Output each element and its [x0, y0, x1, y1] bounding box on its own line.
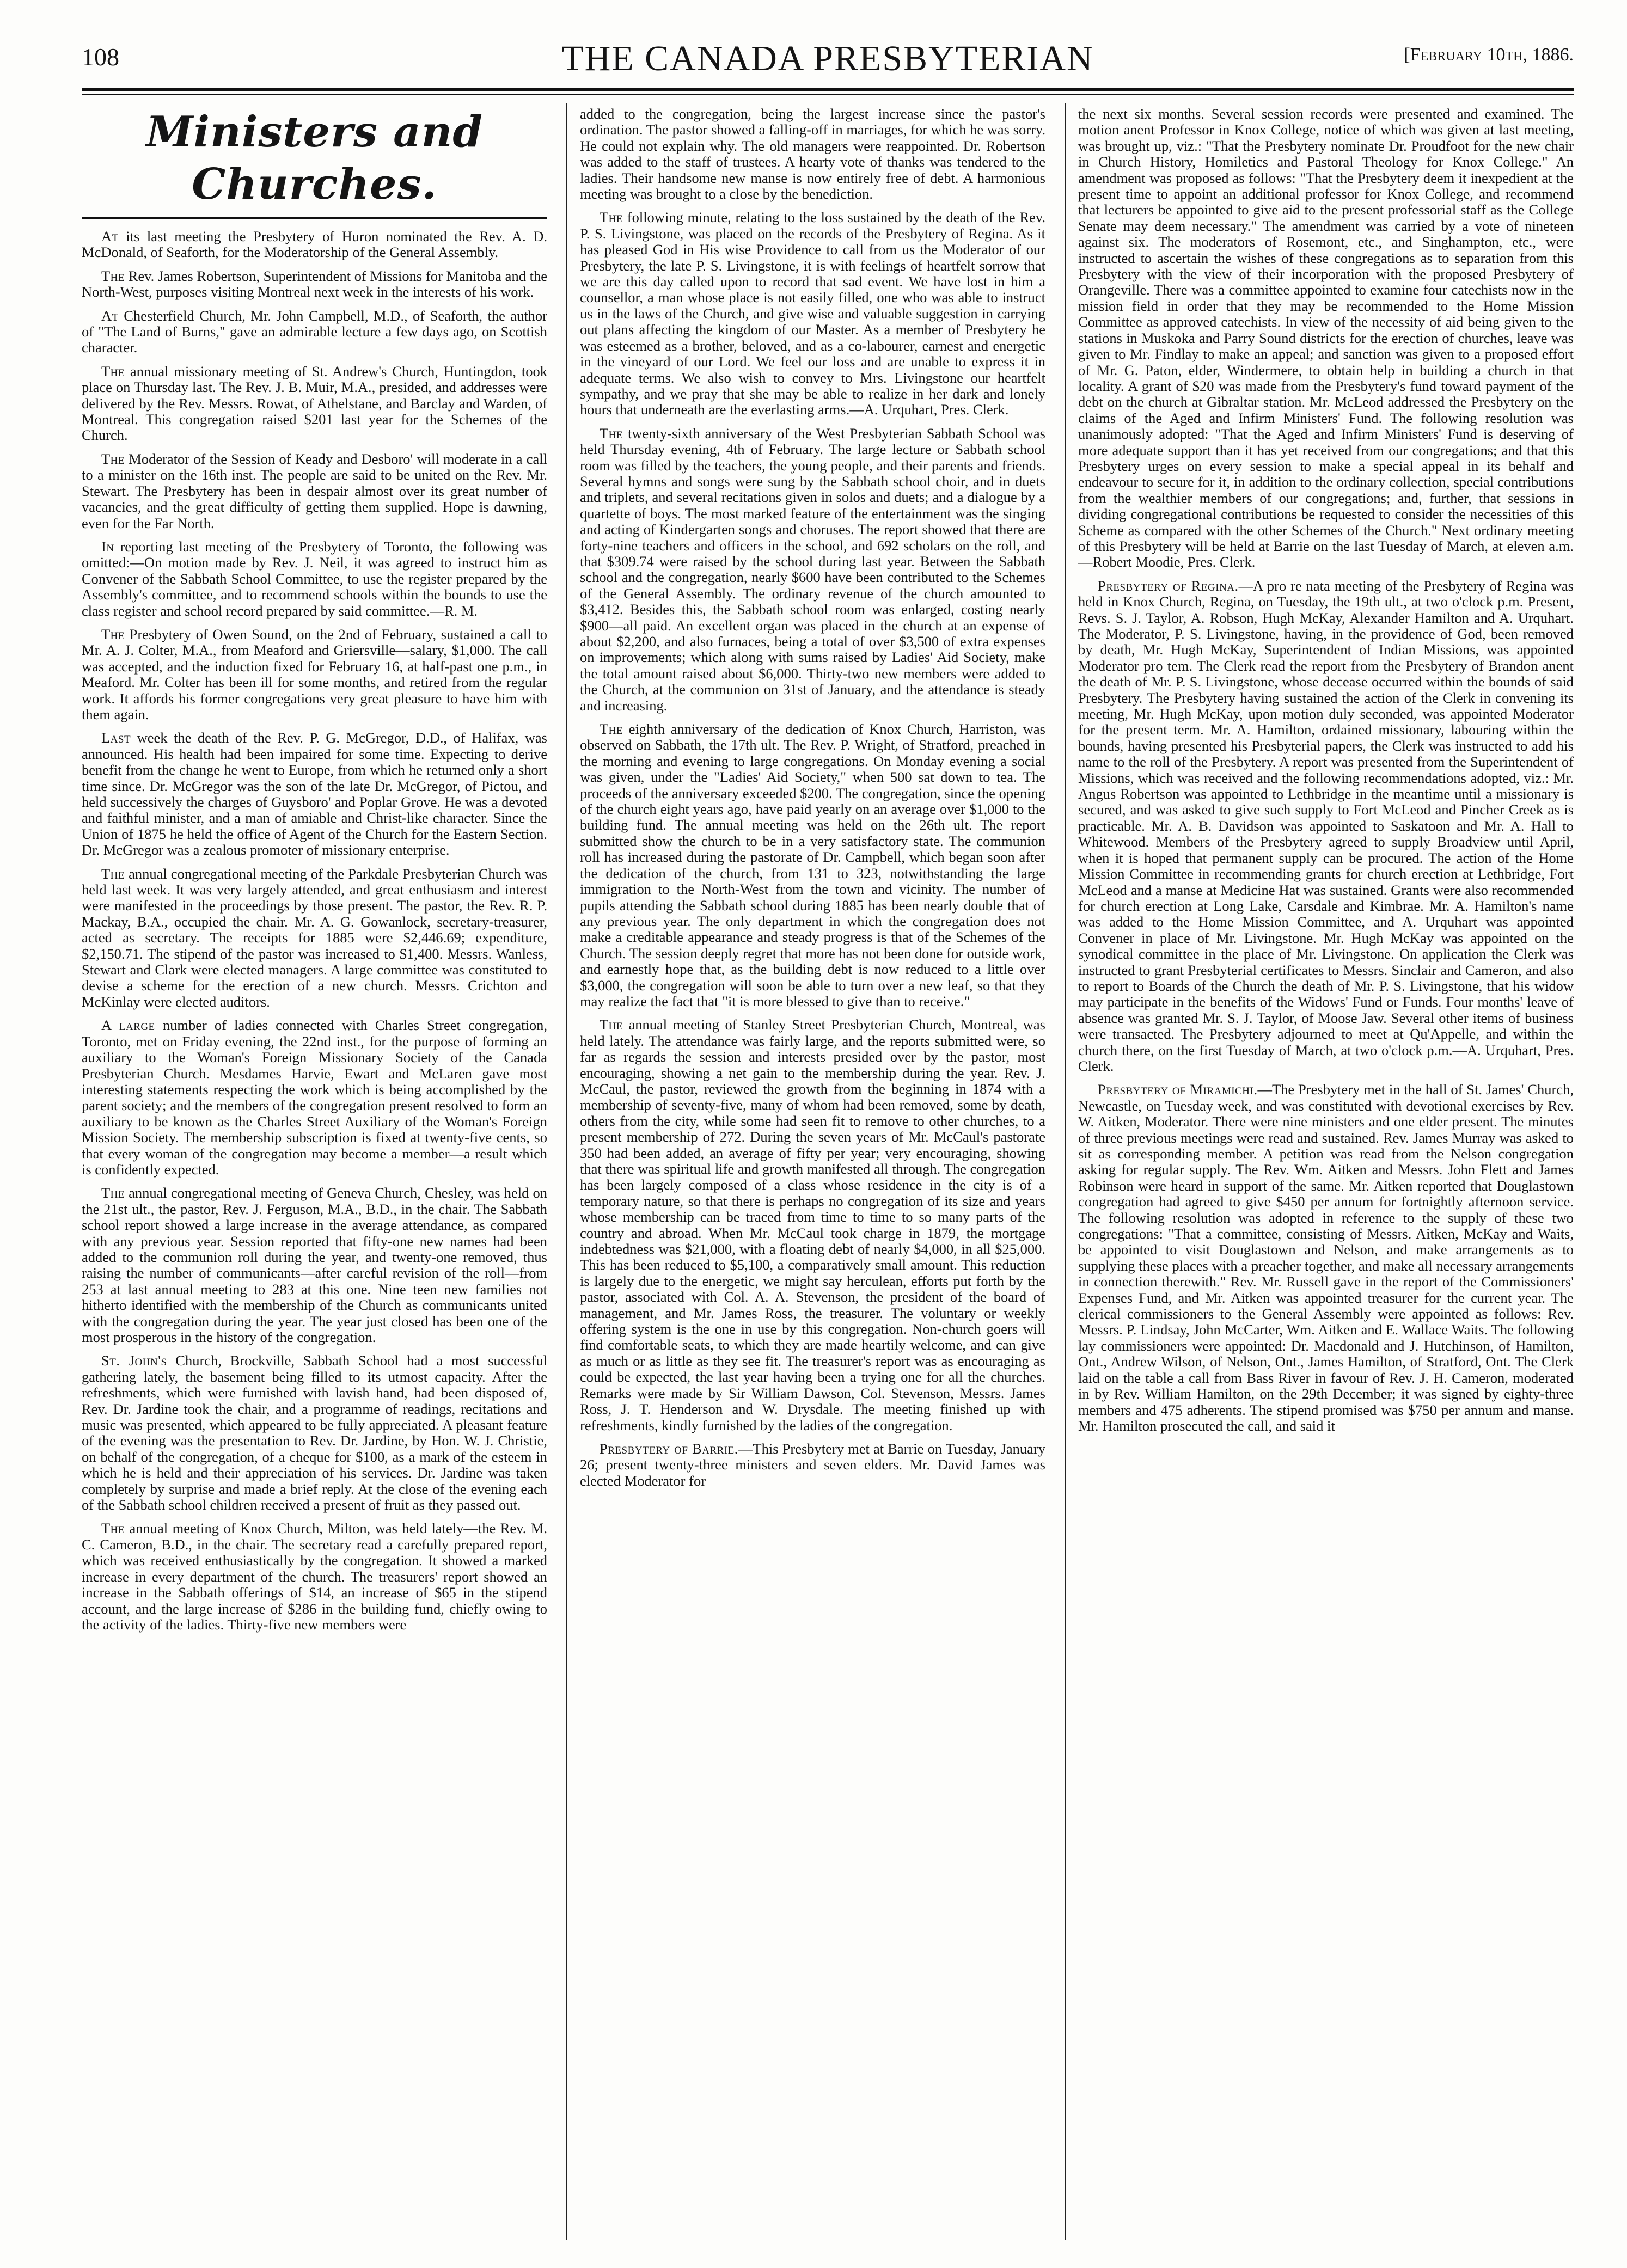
paragraph-lead: The [600, 1016, 623, 1033]
paragraph-lead: Presbytery of Regina. [1098, 577, 1239, 594]
header-rule [82, 88, 1574, 91]
paragraph-lead: Last [101, 730, 131, 746]
paragraph-lead: The [600, 425, 623, 442]
paragraph-text: following minute, relating to the loss sustained by the death of the Rev. P. S. Livingstone, was placed on the records of the Presbytery of Regina. As it has pleased God in His wise Providence to call from us the Moderator of our Presbytery, the late P. S. Livingstone, it is with feelings of heartfelt sorrow that we are this day called upon to record that sad event. We have lost in him a counsellor, a man whose place is not easily filled, one who was able to instruct us in the laws of the Church, and give wise and valuable suggestion in carrying out plans affecting the kingdom of our Master. As a member of Presbytery he was esteemed as a brother, beloved, and as a co-labourer, earnest and energetic in the vineyard of our Lord. We feel our loss and are unable to express it in adequate terms. We also wish to convey to Mrs. Livingstone our heartfelt sympathy, and we pray that she may be able to realize in her dark and lonely hours that underneath are the everlasting arms.—A. Urquhart, Pres. Clerk. [580, 209, 1045, 418]
paragraph-text: annual congregational meeting of Geneva Church, Chesley, was held on the 21st ult., the pastor, Rev. J. Ferguson, M.A., B.D., in the chair. The Sabbath school report showed a large increase in the average attendance, as compared with any previous year. Session reported that fifty-one new names had been added to the communion roll during the year, and twenty-one removed, thus raising the number of communicants—after careful revision of the roll—from 253 at last annual meeting to 283 at this one. Nine teen new families not hitherto identified with the membership of the Church as communicants united with the congregation during the year. The year just closed has been one of the most prosperous in the history of the congregation. [82, 1185, 547, 1345]
article-paragraph [580, 426, 1045, 714]
article-paragraph [82, 866, 547, 1010]
paragraph-text: added to the congregation, being the largest increase since the pastor's ordination. The pastor showed a falling-off in marriages, for which he was sorry. He could not explain why. The old managers were reappointed. Dr. Robertson was added to the staff of trustees. A hearty vote of thanks was tendered to the ladies. Their handsome new manse is now entirely free of debt. A harmonious meeting was brought to a close by the benediction. [580, 106, 1045, 203]
article-paragraph [82, 1017, 547, 1178]
paragraph-text: Moderator of the Session of Keady and Desboro' will moderate in a call to a minister on the 16th inst. The people are said to be united on the Rev. Mr. Stewart. The Presbytery has been in despair almost over its great number of vacancies, and the great difficulty of getting them supplied. Hope is dawning, even for the Far North. [82, 450, 547, 531]
column-3-paragraphs [1078, 106, 1574, 1434]
paragraph-text: —This Presbytery met at Barrie on Tuesday, January 26; present twenty-three ministers and seven elders. Mr. David James was elected Moderator for [580, 1440, 1045, 1489]
paragraph-lead: In [101, 538, 114, 555]
column-divider [566, 103, 567, 2240]
masthead-title: THE CANADA PRESBYTERIAN [561, 39, 1094, 78]
article-paragraph [82, 1185, 547, 1345]
article-paragraph [82, 1353, 547, 1513]
article-paragraph [82, 364, 547, 444]
paragraph-text: annual missionary meeting of St. Andrew's Church, Huntingdon, took place on Thursday last. The Rev. J. B. Muir, M.A., presided, and addresses were delivered by the Rev. Messrs. Rowat, of Athelstane, and Barclay and Warden, of Montreal. This congregation raised $201 last year for the Schemes of the Church. [82, 363, 547, 444]
paragraph-text: Rev. James Robertson, Superintendent of Missions for Manitoba and the North-West, purposes visiting Montreal next week in the interests of his work. [82, 267, 547, 301]
article-paragraph [580, 1441, 1045, 1489]
paragraph-text: reporting last meeting of the Presbytery of Toronto, the following was omitted:—On motion made by Rev. J. Neil, it was agreed to instruct him as Convener of the Sabbath School Committee, to use the register prepared by the Assembly's committee, and to recommend schools within the bounds to use the class register and school record prepared by said committee.—R. M. [82, 538, 547, 619]
paragraph-text: Presbytery of Owen Sound, on the 2nd of February, sustained a call to Mr. A. J. Colter, M.A., from Meaford and Griersville—salary, $1,000. The call was accepted, and the induction fixed for February 16, at half-past one p.m., in Meaford. Mr. Colter has been ill for some months, and retired from the regular work. It affords his former congregations very great pleasure to have him with them again. [82, 626, 547, 722]
paragraph-lead: At [101, 307, 119, 324]
section-title: Ministers and Churches. [82, 106, 547, 219]
paragraph-lead: The [101, 267, 125, 284]
paragraph-text: annual congregational meeting of the Parkdale Presbyterian Church was held last week. It was very largely attended, and great enthusiasm and interest were manifested in the proceedings by those present. The pastor, the Rev. R. P. Mackay, B.A., occupied the chair. Mr. A. G. Gowanlock, secretary-treasurer, acted as secretary. The receipts for 1885 were $2,446.69; expenditure, $2,150.71. The stipend of the pastor was increased to $1,400. Messrs. Wanless, Stewart and Clark were elected managers. A large committee was constituted to devise a scheme for the erection of a new church. Messrs. Crichton and McKinlay were elected auditors. [82, 865, 547, 1010]
article-paragraph [580, 106, 1045, 202]
paragraph-text: the next six months. Several session records were presented and examined. The motion anent Professor in Knox College, notice of which was given at last meeting, was brought up, viz.: "That the Presbytery nominate Dr. Proudfoot for the new chair in Church History, Homiletics and Pastoral Theology for Knox College." An amendment was proposed as follows: "That the Presbytery deem it inexpedient at the present time to appoint an additional professor for Knox College, and recommend that lecturers be appointed to give aid to the present professorial staff as the College Senate may deem necessary." The amendment was carried by a vote of nineteen against six. The moderators of Rosemont, etc., and Singhampton, etc., were instructed to ascertain the wishes of these congregations as to separation from this Presbytery with the view of their incorporation with the proposed Presbytery of Orangeville. There was a committee appointed to examine four catechists now in the mission field in order that they may be recommended to the Home Mission Committee as approved catechists. In view of the necessity of aid being given to the stations in Muskoka and Parry Sound districts for the erection of churches, leave was given to Mr. Findlay to make an appeal; and sanction was given to a proposed effort of Mr. G. Paton, elder, Windermere, to obtain help in building a church in that locality. A grant of $20 was made from the Presbytery's fund toward payment of the debt on the church at Gibraltar station. Mr. McLeod addressed the Presbytery on the claims of the Aged and Infirm Ministers' Fund. The following resolution was unanimously adopted: "That the Aged and Infirm Ministers' Fund is deserving of more adequate support than it has yet received from our congregations; and that this Presbytery urges on every session to make a special appeal in its behalf and endeavour to secure for it, in addition to the ordinary collection, special contributions from the wealthier members of our congregations; and, further, that sessions in dividing congregational contributions be requested to consider the necessities of this Scheme as compared with the other Schemes of the Church." Next ordinary meeting of this Presbytery will be held at Barrie on the last Tuesday of March, at eleven a.m.—Robert Moodie, Pres. Clerk. [1078, 106, 1574, 571]
paragraph-lead: At [101, 228, 119, 244]
paragraph-lead: The [101, 626, 125, 642]
paragraph-lead: The [101, 450, 125, 467]
header-rule-thin [82, 94, 1574, 95]
column-2 [580, 106, 1045, 2240]
article-paragraph [580, 721, 1045, 1009]
paragraph-text: number of ladies connected with Charles Street congregation, Toronto, met on Friday evening, the 22nd inst., for the purpose of forming an auxiliary to the Woman's Foreign Missionary Society of the Canada Presbyterian Church. Mesdames Harvie, Ewart and McLaren gave most interesting statements respecting the work which is being accomplished by the parent society; and the members of the congregation present resolved to form an auxiliary to be known as the Charles Street Auxiliary of the Woman's Foreign Mission Society. The membership subscription is fixed at twenty-five cents, so that every woman of the congregation may become a member—a result which is confidently expected. [82, 1017, 547, 1178]
paragraph-lead: St. John's [101, 1352, 167, 1369]
column-divider [1065, 103, 1066, 2240]
paragraph-text: Chesterfield Church, Mr. John Campbell, M.D., of Seaforth, the author of "The Land of Burns," gave an admirable lecture a few days ago, on Scottish character. [82, 307, 547, 356]
article-paragraph [82, 229, 547, 261]
page-number: 108 [82, 43, 119, 71]
column-1 [82, 106, 547, 2240]
page-header [82, 38, 1574, 87]
paragraph-lead: Presbytery of Miramichi. [1098, 1081, 1258, 1098]
paragraph-lead: The [600, 721, 623, 738]
article-paragraph [82, 730, 547, 858]
column-3 [1078, 106, 1574, 2240]
paragraph-text: its last meeting the Presbytery of Huron nominated the Rev. A. D. McDonald, of Seaforth, for the Moderatorship of the General Assembly. [82, 228, 547, 261]
paragraph-text: —A pro re nata meeting of the Presbytery of Regina was held in Knox Church, Regina, on Tuesday, the 19th ult., at two o'clock p.m. Present, Revs. S. J. Taylor, A. Robson, Hugh McKay, Alexander Hamilton and A. Urquhart. The Moderator, P. S. Livingstone, having, in the providence of God, been removed by death, Mr. Hugh McKay, Superintendent of Indian Missions, was appointed Moderator pro tem. The Clerk read the report from the Presbytery of Brandon anent the death of Mr. P. S. Livingstone, whose decease occurred within the bounds of said Presbytery. The Presbytery having sustained the action of the Clerk in convening its meeting, Mr. Hugh McKay, upon motion duly seconded, was appointed Moderator for the present term. Mr. A. Hamilton, ordained missionary, labouring within the bounds, having presented his Presbyterial papers, the Clerk was instructed to add his name to the roll of the Presbytery. A report was presented from the Superintendent of Missions, which was received and the following recommendations adopted, viz.: Mr. Angus Robertson was appointed to Lethbridge in the meantime until a missionary is secured, and was asked to give such supply to Fort McLeod and Pincher Creek as is practicable. Mr. A. B. Davidson was appointed to Saskatoon and Mr. A. Hall to Whitewood. Members of the Presbytery agreed to supply Broadview until April, when it is hoped that permanent supply can be procured. The action of the Home Mission Committee in recommending grants for church erection at Lethbridge, Fort McLeod and a manse at Medicine Hat was sustained. Grants were also recommended for church erection at Long Lake, Carsdale and Kimbrae. Mr. A. Hamilton's name was added to the Home Mission Committee, and A. Urquhart was appointed Convener in place of Mr. Livingstone. Mr. Hugh McKay was appointed on the synodical committee in the place of Mr. Livingstone. On application the Clerk was instructed to grant Presbyterial certificates to Messrs. Sinclair and Cameron, and also to report to Boards of the Church the death of Mr. P. S. Livingstone, that his widow may participate in the benefits of the Widows' Fund or Funds. Four months' leave of absence was granted Mr. S. J. Taylor, of Moose Jaw. Several other items of business were transacted. The Presbytery adjourned to meet at Qu'Appelle, and within the church there, on the first Tuesday of March, at two o'clock p.m.—A. Urquhart, Pres. Clerk. [1078, 577, 1574, 1074]
issue-date: [February 10th, 1886. [1404, 45, 1574, 65]
paragraph-lead: A large [101, 1017, 155, 1034]
paragraph-text: twenty-sixth anniversary of the West Presbyterian Sabbath School was held Thursday evening, 4th of February. The large lecture or Sabbath school room was filled by the teachers, the young people, and their parents and friends. Several hymns and songs were sung by the Sabbath school choir, and in duets and triplets, and several recitations given in solos and duets; and a dialogue by a quartette of boys. The most marked feature of the entertainment was the singing and acting of Kindergarten songs and choruses. The report showed that there are forty-nine teachers and officers in the school, and 692 scholars on the roll, and that $309.74 were raised by the school during last year. Between the Sabbath school and the congregation, nearly $600 have been contributed to the Schemes of the General Assembly. The ordinary revenue of the church amounted to $3,412. Besides this, the Sabbath school room was enlarged, costing nearly $900—all paid. An excellent organ was placed in the church at an expense of about $2,200, and also furnaces, being a total of over $3,500 of extra expenses on improvements; which along with sums raised by Ladies' Aid Society, make the total amount raised about $6,000. Thirty-two new members were added to the Church, at the communion on 31st of January, and the attendance is steady and increasing. [580, 425, 1045, 714]
article-paragraph [82, 268, 547, 301]
paragraph-lead: Presbytery of Barrie. [600, 1440, 738, 1457]
column-2-paragraphs [580, 106, 1045, 1489]
paragraph-lead: The [101, 1520, 125, 1537]
article-paragraph [1078, 106, 1574, 571]
paragraph-lead: The [600, 209, 623, 226]
article-paragraph [82, 1521, 547, 1633]
article-paragraph [1078, 578, 1574, 1075]
paragraph-lead: The [101, 363, 125, 379]
paragraph-text: eighth anniversary of the dedication of Knox Church, Harriston, was observed on Sabbath, the 17th ult. The Rev. P. Wright, of Stratford, preached in the morning and evening to large congregations. On Monday evening a social was given, under the "Ladies' Aid Society," when 500 sat down to tea. The proceeds of the anniversary exceeded $200. The congregation, since the opening of the church eight years ago, have paid yearly on an average over $1,000 to the building fund. The annual meeting was held on the 26th ult. The report submitted show the church to be in a very satisfactory state. The communion roll has increased during the pastorate of Dr. Campbell, which began soon after the dedication of the church, from 131 to 323, notwithstanding the large immigration to the North-West from the town and vicinity. The number of pupils attending the Sabbath school during 1885 has been nearly double that of any previous year. The only department in which the congregation does not make a creditable appearance and steady progress is that of the Schemes of the Church. The session deeply regret that more has not been done for outside work, and earnestly hope that, as the building debt is now reduced to a little over $3,000, the congregation will soon be able to turn over a new leaf, so that they may realize the fact that "it is more blessed to give than to receive." [580, 721, 1045, 1009]
article-paragraph [82, 308, 547, 356]
paragraph-text: annual meeting of Knox Church, Milton, was held lately—the Rev. M. C. Cameron, B.D., in the chair. The secretary read a carefully prepared report, which was received enthusiastically by the congregation. It showed a marked increase in every department of the church. The treasurers' report showed an increase in the Sabbath offerings of $14, an increase of $65 in the stipend account, and the large increase of $286 in the building fund, chiefly owing to the activity of the ladies. Thirty-five new members were [82, 1520, 547, 1633]
column-1-paragraphs [82, 229, 547, 1633]
paragraph-text: annual meeting of Stanley Street Presbyterian Church, Montreal, was held lately. The attendance was fairly large, and the reports submitted were, so far as regards the session and interests presided over by the pastor, most encouraging, showing a net gain to the membership during the year. Rev. J. McCaul, the pastor, reviewed the growth from the beginning in 1874 with a membership of seventy-five, many of whom had been removed, some by death, others from the city, while some had seen fit to remove to other churches, to a present membership of 272. During the seven years of Mr. McCaul's pastorate 350 had been added, an average of fifty per year; very encouraging, showing that there was spiritual life and growth manifested all through. The congregation has been largely composed of a class whose residence in the city is of a temporary nature, so that there is perhaps no congregation of its size and years whose membership can be traced from time to time to so many parts of the country and abroad. When Mr. McCaul took charge in 1879, the mortgage indebtedness was $21,000, with a floating debt of nearly $4,000, in all $25,000. This has been reduced to $5,100, a comparatively small amount. This reduction is largely due to the energetic, we might say herculean, efforts put forth by the pastor, associated with Col. A. A. Stevenson, the president of the board of management, and Mr. James Ross, the treasurer. The voluntary or weekly offering system is the one in use by this congregation. Non-church goers will find comfortable seats, to which they are made heartily welcome, and can give as much or as little as they see fit. The treasurer's report was as encouraging as could be expected, the last year having been a trying one for all the churches. Remarks were made by Sir William Dawson, Col. Stevenson, Messrs. James Ross, J. T. Henderson and W. Drysdale. The meeting finished up with refreshments, kindly furnished by the ladies of the congregation. [580, 1016, 1045, 1433]
article-paragraph [82, 627, 547, 722]
paragraph-lead: The [101, 865, 125, 882]
article-paragraph [82, 539, 547, 619]
article-paragraph [1078, 1082, 1574, 1434]
paragraph-lead: The [101, 1185, 125, 1202]
paragraph-text: —The Presbytery met in the hall of St. James' Church, Newcastle, on Tuesday week, and was constituted with devotional exercises by Rev. W. Aitken, Moderator. There were nine ministers and one elder present. The minutes of three previous meetings were read and sustained. Rev. James Murray was asked to sit as corresponding member. A petition was read from the Nelson congregation asking for regular supply. The Rev. Wm. Aitken and Messrs. John Flett and James Robinson were heard in support of the same. Mr. Aitken reported that Douglastown congregation had agreed to give $450 per annum for fortnightly afternoon service. The following resolution was adopted in reference to the supply of these two congregations: "That a committee, consisting of Messrs. Aitken, McKay and Waits, be appointed to visit Douglastown and Nelson, and make arrangements as to supplying these places with a preacher together, and make all necessary arrangements in connection therewith." Rev. Mr. Russell gave in the report of the Commissioners' Expenses Fund, and Mr. Aitken was appointed treasurer for the current year. The clerical commissioners to the General Assembly were appointed as follows: Rev. Messrs. P. Lindsay, John McCarter, Wm. Aitken and E. Wallace Waits. The following lay commissioners were appointed: Dr. Macdonald and J. Hutchinson, of Hamilton, Ont., Andrew Wilson, of Nelson, Ont., James Hamilton, of Stratford, Ont. The Clerk laid on the table a call from Bass River in favour of Rev. J. H. Cameron, moderated in by Rev. William Hamilton, on the 29th December; it was signed by eighty-three members and 475 adherents. The stipend promised was $750 per annum and manse. Mr. Hamilton prosecuted the call, and said it [1078, 1081, 1574, 1434]
article-paragraph [82, 451, 547, 531]
article-paragraph [580, 1017, 1045, 1433]
paragraph-text: Church, Brockville, Sabbath School had a most successful gathering lately, the basement being filled to its utmost capacity. After the refreshments, which were furnished with lavish hand, had been disposed of, Rev. Dr. Jardine took the chair, and a programme of readings, recitations and music was presented, which appeared to be fully appreciated. A pleasant feature of the evening was the presentation to Rev. Dr. Jardine, by Hon. W. J. Christie, on behalf of the congregation, of a cheque for $100, as a mark of the esteem in which he is held and their appreciation of his services. Dr. Jardine was taken completely by surprise and made a brief reply. At the close of the evening each of the Sabbath school children received a present of fruit as they passed out. [82, 1352, 547, 1513]
paragraph-text: week the death of the Rev. P. G. McGregor, D.D., of Halifax, was announced. His health had been impaired for some time. Expecting to derive benefit from the change he went to Europe, from which he returned only a short time since. Dr. McGregor was the son of the late Dr. McGregor, of Pictou, and held successively the charges of Guysboro' and Poplar Grove. He was a devoted and faithful minister, and a man of amiable and Christ-like character. Since the Union of 1875 he held the office of Agent of the Church for the Eastern Section. Dr. McGregor was a zealous promoter of missionary enterprise. [82, 730, 547, 859]
article-paragraph [580, 210, 1045, 418]
